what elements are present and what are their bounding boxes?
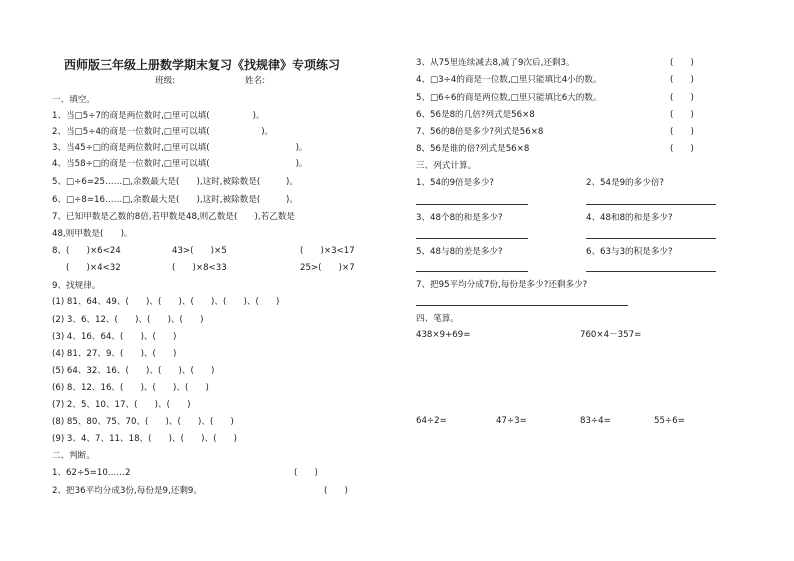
section3-heading: 三、列式计算。 (416, 161, 477, 171)
judge-paren-6: ( ) (670, 110, 694, 120)
answer-line[interactable] (586, 271, 716, 272)
answer-line[interactable] (416, 305, 628, 306)
judge-paren-2: ( ) (324, 486, 348, 496)
calc-question-3: 3、48个8的和是多少? (416, 213, 503, 223)
page-title: 西师版三年级上册数学期末复习《找规律》专项练习 (64, 58, 341, 72)
answer-line[interactable] (586, 238, 716, 239)
pattern-item-6: (6) 8、12、16、( )、( )、( ) (52, 383, 209, 393)
calc-question-7: 7、把95平均分成7份,每份是多少?还剩多少? (416, 280, 588, 290)
calc-question-4: 4、48和8的和是多少? (586, 213, 673, 223)
judge-paren-4: ( ) (670, 75, 694, 85)
section1-heading: 一、填空。 (52, 95, 95, 105)
pattern-item-5: (5) 64、32、16、( )、( )、( ) (52, 366, 215, 376)
fill-question-8-a: 8、( )×6<24 (52, 246, 121, 256)
written-calc-4: 47÷3= (496, 416, 527, 426)
fill-question-7a: 7、已知甲数是乙数的8倍,若甲数是48,则乙数是( ),若乙数是 (52, 212, 296, 222)
pattern-item-7: (7) 2、5、10、17、( )、( ) (52, 400, 191, 410)
written-calc-2: 760×4－357= (580, 330, 642, 340)
fill-question-2: 2、当□5÷4的商是一位数时,□里可以填( )。 (52, 127, 274, 137)
fill-question-1: 1、当□5÷7的商是两位数时,□里可以填( )。 (52, 111, 265, 121)
judge-paren-3: ( ) (670, 58, 694, 68)
fill-question-8-d: ( )×4<32 (66, 263, 121, 273)
fill-question-5: 5、□÷6=25……□,余数最大是( ),这时,被除数是( )。 (52, 177, 298, 187)
fill-question-3: 3、当45÷□的商是两位数时,□里可以填( )。 (52, 143, 308, 153)
judge-question-3: 3、从75里连续减去8,减了9次后,还剩3。 (416, 58, 575, 68)
section4-heading: 四、笔算。 (416, 314, 459, 324)
name-label: 姓名: (245, 76, 266, 86)
calc-question-1: 1、54的9倍是多少? (416, 178, 494, 188)
fill-question-7b: 48,则甲数是( )。 (52, 229, 133, 239)
judge-question-8: 8、56是谁的倍?列式是56×8 (416, 144, 530, 154)
answer-line[interactable] (416, 204, 528, 205)
judge-question-6: 6、56是8的几倍?列式是56×8 (416, 110, 535, 120)
written-calc-5: 83÷4= (580, 416, 611, 426)
pattern-item-1: (1) 81、64、49、( )、( )、( )、( )、( ) (52, 297, 280, 307)
judge-paren-8: ( ) (670, 144, 694, 154)
judge-question-4: 4、□3÷4的商是一位数,□里只能填比4小的数。 (416, 75, 602, 85)
pattern-item-8: (8) 85、80、75、70、( )、( )、( ) (52, 417, 234, 427)
judge-question-1: 1、62÷5=10……2 (52, 468, 131, 478)
fill-question-8-b: 43>( )×5 (172, 246, 227, 256)
fill-question-8-f: 25>( )×7 (300, 263, 355, 273)
fill-question-8-e: ( )×8<33 (172, 263, 227, 273)
judge-question-7: 7、56的8倍是多少?列式是56×8 (416, 127, 544, 137)
written-calc-1: 438×9+69= (416, 330, 471, 340)
calc-question-6: 6、63与3的积是多少? (586, 247, 673, 257)
written-calc-6: 55÷6= (654, 416, 685, 426)
judge-question-5: 5、□6÷6的商是两位数,□里只能填比6大的数。 (416, 93, 602, 103)
pattern-item-3: (3) 4、16、64、( )、( ) (52, 332, 177, 342)
judge-paren-7: ( ) (670, 127, 694, 137)
class-label: 班级: (155, 76, 176, 86)
pattern-item-4: (4) 81、27、9、( )、( ) (52, 349, 177, 359)
fill-question-6: 6、□÷8=16……□,余数最大是( ),这时,被除数是( )。 (52, 195, 298, 205)
fill-question-8-c: ( )×3<17 (300, 246, 355, 256)
pattern-item-2: (2) 3、6、12、( )、( )、( ) (52, 315, 204, 325)
answer-line[interactable] (416, 271, 528, 272)
judge-paren-1: ( ) (294, 468, 318, 478)
pattern-heading: 9、找规律。 (52, 281, 101, 291)
answer-line[interactable] (416, 238, 528, 239)
answer-line[interactable] (586, 204, 716, 205)
fill-question-4: 4、当58÷□的商是一位数时,□里可以填( )。 (52, 159, 308, 169)
calc-question-5: 5、48与8的差是多少? (416, 247, 503, 257)
written-calc-3: 64÷2= (416, 416, 447, 426)
section2-heading: 二、判断。 (52, 451, 95, 461)
calc-question-2: 2、54是9的多少倍? (586, 178, 664, 188)
pattern-item-9: (9) 3、4、7、11、18、( )、( )、( ) (52, 434, 238, 444)
judge-paren-5: ( ) (670, 93, 694, 103)
judge-question-2: 2、把36平均分成3份,每份是9,还剩9。 (52, 486, 202, 496)
